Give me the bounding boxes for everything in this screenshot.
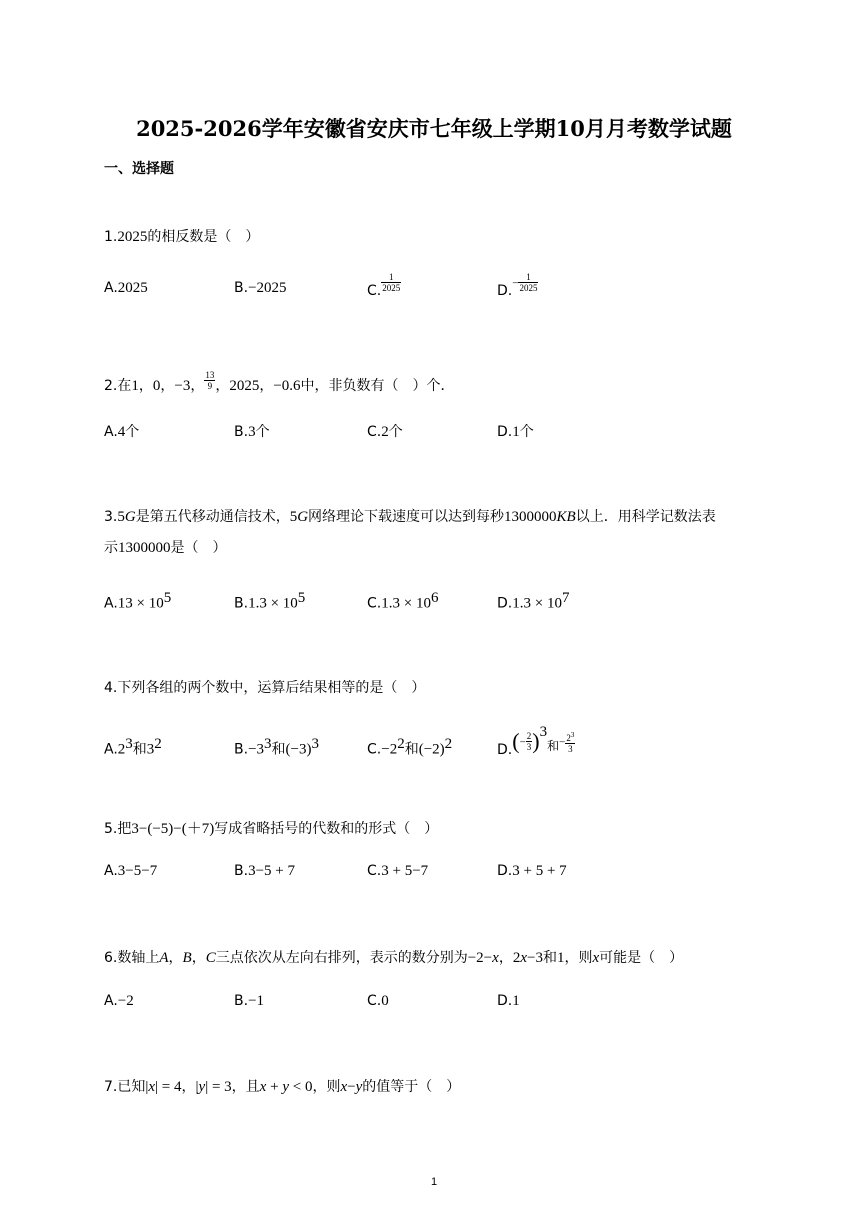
question-4-stem: 4.下列各组的两个数中，运算后结果相等的是（ ） [104,680,426,696]
option-b[interactable]: B.3个 [234,424,270,440]
question-3-stem-line2: 示1300000是（ ） [104,540,227,556]
option-b[interactable]: $B.1.3 \times 10^5$ [234,590,306,612]
option-c[interactable]: C. $\frac{1}{2025}$ [367,272,401,299]
option-c[interactable]: $C.1.3 \times 10^6$ [367,590,439,612]
option-c[interactable]: C.0 [367,993,389,1009]
option-c[interactable]: C.3 + 5−7 [367,863,429,879]
option-c[interactable]: C.2个 [367,424,403,440]
option-a[interactable]: $A.2^3$和$3^2$ [104,736,162,758]
fraction: $\frac{1}{2025}$ [382,272,401,293]
option-b[interactable]: $B.-3^3$和$(-3)^3$ [234,736,319,758]
question-1-stem [104,222,259,252]
page-number: 1 [430,1176,438,1188]
option-b[interactable]: B.−1 [234,993,265,1009]
option-b[interactable]: B.−2025 [234,280,287,296]
option-a[interactable]: A.4个 [104,424,140,440]
question-7-stem: 7.已知|x| = 4，|y| = 3，且x + y < 0，则x−y的值等于（ ） [104,1079,461,1095]
page-title: 2025-2026学年安徽省安庆市七年级上学期10月月考数学试题 [136,116,732,141]
fraction: $\frac{1}{2025}$ [519,272,538,293]
math-value: 2025 [117,229,148,245]
option-d[interactable]: D.− $\frac{1}{2025}$ [497,272,538,299]
section-heading: 一、选择题 [104,161,174,177]
option-a[interactable]: A.2025 [104,280,148,296]
fraction: $\frac{2^3}{3}$ [566,730,575,754]
question-6-stem: 6.数轴上A，B，C三点依次从左向右排列，表示的数分别为−2−x，2x−3和1，则x可能是（ ） [104,950,684,966]
fraction: $\frac{2}{3}$ [526,731,532,753]
option-b[interactable]: B.3−5 + 7 [234,863,295,879]
question-5-stem: 5.把3−(−5)−(＋7)写成省略括号的代数和的形式（ ） [104,821,439,837]
question-number: 1. [104,229,118,245]
question-text: 的相反数是（ ） [147,229,260,245]
question-3-stem: 3.5G是第五代移动通信技术，5G网络理论下载速度可以达到每秒1300000KB以上．用科学记数法表 [104,509,716,525]
option-d[interactable]: $D.1.3 \times 10^7$ [497,590,570,612]
question-2-stem: 2.在1，0，−3， $\frac{13}{9}$ ，2025，−0.6中，非负数有（ ）个． [104,369,455,394]
option-a[interactable]: A.−2 [104,993,134,1009]
option-d[interactable]: D.1个 [497,424,534,440]
fraction: $\frac{13}{9}$ [205,369,215,391]
option-d[interactable]: D.3 + 5 + 7 [497,863,567,879]
option-a[interactable]: A.3−5−7 [104,863,158,879]
option-d[interactable]: D.(− $\frac{2}{3}$ )$^3$和− $\frac{2^3}{3}$ [497,724,575,758]
option-d[interactable]: D.1 [497,993,520,1009]
option-a[interactable]: $A.13 \times 10^5$ [104,590,172,612]
option-c[interactable]: $C.-2^2$和$(-2)^2$ [367,736,453,758]
